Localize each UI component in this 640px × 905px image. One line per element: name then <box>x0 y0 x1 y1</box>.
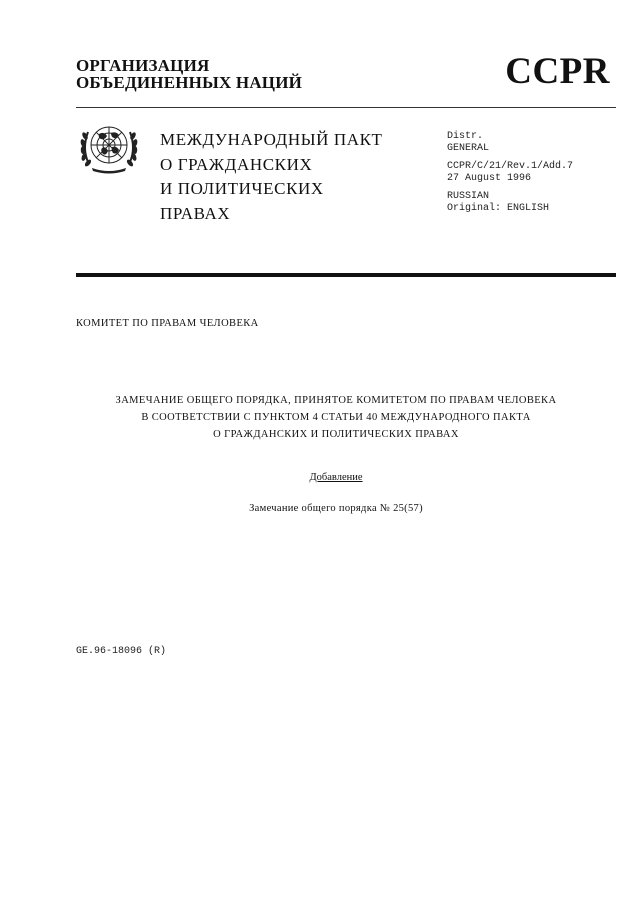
un-emblem-icon <box>78 118 140 176</box>
covenant-title-line: О ГРАЖДАНСКИХ <box>160 154 313 174</box>
covenant-title-line: ПРАВАХ <box>160 203 231 223</box>
original-language: Original: ENGLISH <box>447 202 550 214</box>
covenant-title <box>160 128 383 226</box>
document-language: RUSSIAN <box>447 191 490 202</box>
distribution-value: GENERAL <box>447 142 490 154</box>
job-number: GE.96-18096 (R) <box>76 646 167 657</box>
general-comment-number: Замечание общего порядка № 25(57) <box>249 503 423 514</box>
document-title <box>0 392 640 443</box>
committee-name: КОМИТЕТ ПО ПРАВАМ ЧЕЛОВЕКА <box>76 318 259 329</box>
organization-name <box>76 57 302 91</box>
document-symbol: CCPR <box>505 51 610 92</box>
document-date: 27 August 1996 <box>447 172 532 184</box>
addendum-label: Добавление <box>309 472 363 483</box>
document-title-line: В СООТВЕТСТВИИ С ПУНКТОМ 4 СТАТЬИ 40 МЕЖДУНАРОДНОГО ПАКТА <box>141 412 531 423</box>
organization-line-2: ОБЪЕДИНЕННЫХ НАЦИЙ <box>76 73 303 92</box>
heading-divider <box>76 273 616 277</box>
distr-label: Distr. <box>447 131 484 142</box>
document-title-line: О ГРАЖДАНСКИХ И ПОЛИТИЧЕСКИХ ПРАВАХ <box>213 429 459 440</box>
organization-line-1: ОРГАНИЗАЦИЯ <box>76 56 210 75</box>
covenant-title-line: МЕЖДУНАРОДНЫЙ ПАКТ <box>160 130 383 149</box>
header-divider <box>76 107 616 108</box>
document-title-line: ЗАМЕЧАНИЕ ОБЩЕГО ПОРЯДКА, ПРИНЯТОЕ КОМИТЕТОМ ПО ПРАВАМ ЧЕЛОВЕКА <box>115 395 557 406</box>
covenant-title-line: И ПОЛИТИЧЕСКИХ <box>160 179 324 198</box>
distribution-metadata <box>447 131 573 214</box>
document-number: CCPR/C/21/Rev.1/Add.7 <box>447 161 574 172</box>
